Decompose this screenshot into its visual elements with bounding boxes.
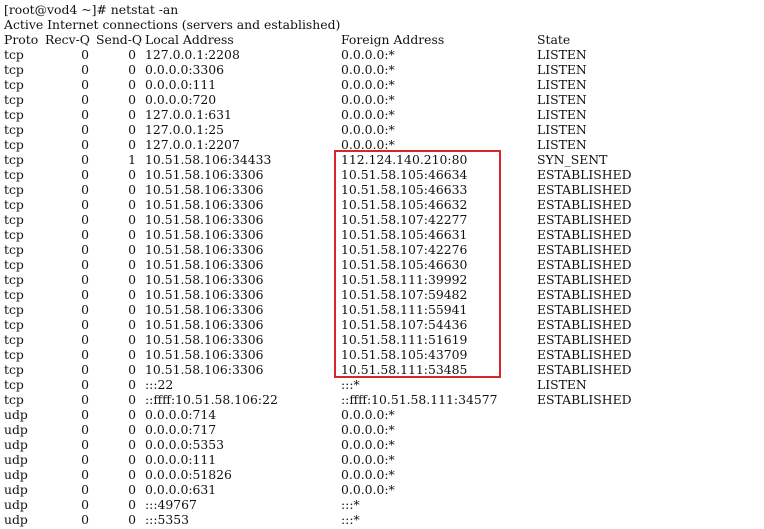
connection-row xyxy=(0,137,764,152)
header-state: State xyxy=(537,32,571,47)
cell-state: LISTEN xyxy=(537,137,587,152)
cell-proto: tcp xyxy=(4,377,24,392)
cell-proto: tcp xyxy=(4,332,24,347)
cell-local-address: :::49767 xyxy=(145,497,197,512)
cell-local-address: 0.0.0.0:3306 xyxy=(145,62,225,77)
connection-row xyxy=(0,332,764,347)
cell-state: ESTABLISHED xyxy=(537,167,632,182)
cell-state: ESTABLISHED xyxy=(537,272,632,287)
cell-foreign-address: 10.51.58.107:42277 xyxy=(341,212,468,227)
cell-recvq: 0 xyxy=(81,47,89,62)
connection-row xyxy=(0,482,764,497)
cell-foreign-address: 10.51.58.105:46630 xyxy=(341,257,468,272)
cell-foreign-address: 0.0.0.0:* xyxy=(341,62,395,77)
cell-sendq: 0 xyxy=(128,452,136,467)
connection-row xyxy=(0,272,764,287)
cell-proto: tcp xyxy=(4,107,24,122)
cell-local-address: 10.51.58.106:3306 xyxy=(145,272,264,287)
cell-proto: tcp xyxy=(4,47,24,62)
cell-local-address: 10.51.58.106:3306 xyxy=(145,182,264,197)
connection-row xyxy=(0,167,764,182)
cell-state: LISTEN xyxy=(537,107,587,122)
cell-proto: tcp xyxy=(4,287,24,302)
cell-recvq: 0 xyxy=(81,407,89,422)
connection-row xyxy=(0,317,764,332)
cell-recvq: 0 xyxy=(81,122,89,137)
connection-row xyxy=(0,467,764,482)
cell-recvq: 0 xyxy=(81,107,89,122)
connection-row xyxy=(0,497,764,512)
connection-row xyxy=(0,287,764,302)
cell-recvq: 0 xyxy=(81,287,89,302)
cell-local-address: 10.51.58.106:3306 xyxy=(145,362,264,377)
cell-recvq: 0 xyxy=(81,437,89,452)
cell-sendq: 0 xyxy=(128,77,136,92)
connection-row xyxy=(0,347,764,362)
connection-row xyxy=(0,257,764,272)
header-sendq: Send-Q xyxy=(96,32,143,47)
cell-foreign-address: 0.0.0.0:* xyxy=(341,452,395,467)
cell-recvq: 0 xyxy=(81,272,89,287)
cell-foreign-address: 112.124.140.210:80 xyxy=(341,152,468,167)
cell-local-address: 10.51.58.106:3306 xyxy=(145,287,264,302)
cell-foreign-address: :::* xyxy=(341,377,360,392)
cell-foreign-address: :::* xyxy=(341,512,360,527)
connection-row xyxy=(0,107,764,122)
connection-row xyxy=(0,452,764,467)
cell-state: ESTABLISHED xyxy=(537,362,632,377)
connection-row xyxy=(0,227,764,242)
cell-foreign-address: 10.51.58.105:46632 xyxy=(341,197,468,212)
cell-local-address: 10.51.58.106:3306 xyxy=(145,197,264,212)
cell-proto: tcp xyxy=(4,77,24,92)
cell-state: LISTEN xyxy=(537,62,587,77)
cell-sendq: 0 xyxy=(128,407,136,422)
cell-proto: udp xyxy=(4,497,28,512)
header-recvq: Recv-Q xyxy=(45,32,90,47)
cell-local-address: 127.0.0.1:2208 xyxy=(145,47,240,62)
cell-sendq: 0 xyxy=(128,182,136,197)
cell-foreign-address: 0.0.0.0:* xyxy=(341,137,395,152)
cell-state: LISTEN xyxy=(537,377,587,392)
cell-sendq: 0 xyxy=(128,362,136,377)
cell-proto: tcp xyxy=(4,212,24,227)
cell-state: LISTEN xyxy=(537,92,587,107)
cell-local-address: :::5353 xyxy=(145,512,190,527)
connection-row xyxy=(0,182,764,197)
cell-sendq: 0 xyxy=(128,392,136,407)
cell-proto: tcp xyxy=(4,122,24,137)
cell-sendq: 0 xyxy=(128,377,136,392)
cell-sendq: 0 xyxy=(128,317,136,332)
cell-local-address: 127.0.0.1:631 xyxy=(145,107,232,122)
connection-row xyxy=(0,407,764,422)
cell-sendq: 0 xyxy=(128,482,136,497)
cell-proto: tcp xyxy=(4,302,24,317)
cell-foreign-address: 10.51.58.105:46633 xyxy=(341,182,468,197)
cell-sendq: 0 xyxy=(128,47,136,62)
connection-row xyxy=(0,422,764,437)
connection-row xyxy=(0,302,764,317)
cell-recvq: 0 xyxy=(81,512,89,527)
cell-local-address: 10.51.58.106:3306 xyxy=(145,167,264,182)
cell-proto: tcp xyxy=(4,167,24,182)
cell-local-address: ::ffff:10.51.58.106:22 xyxy=(145,392,278,407)
connection-row xyxy=(0,152,764,167)
cell-sendq: 0 xyxy=(128,287,136,302)
output-title-text: Active Internet connections (servers and established) xyxy=(4,17,341,32)
cell-proto: tcp xyxy=(4,272,24,287)
cell-recvq: 0 xyxy=(81,452,89,467)
cell-local-address: 10.51.58.106:3306 xyxy=(145,302,264,317)
cell-local-address: 10.51.58.106:3306 xyxy=(145,347,264,362)
connection-row xyxy=(0,392,764,407)
cell-foreign-address: 10.51.58.111:55941 xyxy=(341,302,468,317)
cell-state: ESTABLISHED xyxy=(537,302,632,317)
output-title-line xyxy=(0,17,764,32)
cell-state: ESTABLISHED xyxy=(537,347,632,362)
cell-state: SYN_SENT xyxy=(537,152,608,167)
connection-row xyxy=(0,242,764,257)
cell-recvq: 0 xyxy=(81,302,89,317)
connection-row xyxy=(0,437,764,452)
connection-row xyxy=(0,197,764,212)
cell-sendq: 0 xyxy=(128,212,136,227)
cell-local-address: 0.0.0.0:714 xyxy=(145,407,217,422)
cell-foreign-address: ::ffff:10.51.58.111:34577 xyxy=(341,392,498,407)
connection-row xyxy=(0,212,764,227)
cell-state: ESTABLISHED xyxy=(537,332,632,347)
cell-proto: tcp xyxy=(4,137,24,152)
cell-foreign-address: 0.0.0.0:* xyxy=(341,467,395,482)
column-header-row xyxy=(0,32,764,47)
header-foreign-address: Foreign Address xyxy=(341,32,445,47)
cell-proto: tcp xyxy=(4,392,24,407)
cell-local-address: 0.0.0.0:717 xyxy=(145,422,217,437)
cell-sendq: 0 xyxy=(128,302,136,317)
cell-sendq: 0 xyxy=(128,332,136,347)
header-local-address: Local Address xyxy=(145,32,234,47)
connection-row xyxy=(0,377,764,392)
connection-row xyxy=(0,362,764,377)
cell-proto: tcp xyxy=(4,92,24,107)
cell-recvq: 0 xyxy=(81,92,89,107)
cell-sendq: 0 xyxy=(128,257,136,272)
cell-sendq: 0 xyxy=(128,92,136,107)
cell-local-address: :::22 xyxy=(145,377,174,392)
cell-recvq: 0 xyxy=(81,197,89,212)
cell-sendq: 0 xyxy=(128,197,136,212)
cell-state: ESTABLISHED xyxy=(537,287,632,302)
cell-foreign-address: 10.51.58.111:53485 xyxy=(341,362,468,377)
cell-local-address: 10.51.58.106:3306 xyxy=(145,227,264,242)
cell-state: LISTEN xyxy=(537,122,587,137)
cell-proto: tcp xyxy=(4,152,24,167)
cell-proto: udp xyxy=(4,422,28,437)
cell-foreign-address: 10.51.58.107:59482 xyxy=(341,287,468,302)
cell-proto: tcp xyxy=(4,347,24,362)
cell-sendq: 0 xyxy=(128,242,136,257)
cell-foreign-address: 10.51.58.105:46631 xyxy=(341,227,468,242)
cell-foreign-address: :::* xyxy=(341,497,360,512)
cell-foreign-address: 0.0.0.0:* xyxy=(341,107,395,122)
cell-proto: tcp xyxy=(4,197,24,212)
connection-row xyxy=(0,122,764,137)
cell-foreign-address: 0.0.0.0:* xyxy=(341,47,395,62)
cell-recvq: 0 xyxy=(81,212,89,227)
cell-recvq: 0 xyxy=(81,347,89,362)
cell-local-address: 0.0.0.0:631 xyxy=(145,482,217,497)
cell-recvq: 0 xyxy=(81,362,89,377)
connection-row xyxy=(0,77,764,92)
cell-recvq: 0 xyxy=(81,257,89,272)
cell-proto: udp xyxy=(4,512,28,527)
cell-recvq: 0 xyxy=(81,422,89,437)
connection-row xyxy=(0,512,764,527)
command-prompt-text: [root@vod4 ~]# netstat -an xyxy=(4,2,179,17)
cell-sendq: 0 xyxy=(128,437,136,452)
cell-proto: udp xyxy=(4,482,28,497)
cell-recvq: 0 xyxy=(81,377,89,392)
cell-sendq: 1 xyxy=(128,152,136,167)
cell-recvq: 0 xyxy=(81,167,89,182)
connection-row xyxy=(0,62,764,77)
cell-sendq: 0 xyxy=(128,272,136,287)
cell-proto: tcp xyxy=(4,62,24,77)
connection-row xyxy=(0,92,764,107)
cell-foreign-address: 0.0.0.0:* xyxy=(341,437,395,452)
cell-recvq: 0 xyxy=(81,497,89,512)
cell-foreign-address: 10.51.58.105:46634 xyxy=(341,167,468,182)
cell-local-address: 0.0.0.0:5353 xyxy=(145,437,225,452)
cell-sendq: 0 xyxy=(128,227,136,242)
cell-state: LISTEN xyxy=(537,47,587,62)
header-proto: Proto xyxy=(4,32,39,47)
cell-sendq: 0 xyxy=(128,122,136,137)
cell-proto: udp xyxy=(4,467,28,482)
cell-state: ESTABLISHED xyxy=(537,392,632,407)
cell-local-address: 10.51.58.106:3306 xyxy=(145,242,264,257)
cell-local-address: 0.0.0.0:111 xyxy=(145,452,217,467)
cell-proto: tcp xyxy=(4,182,24,197)
cell-recvq: 0 xyxy=(81,182,89,197)
cell-state: ESTABLISHED xyxy=(537,227,632,242)
cell-recvq: 0 xyxy=(81,227,89,242)
cell-local-address: 0.0.0.0:720 xyxy=(145,92,217,107)
cell-recvq: 0 xyxy=(81,77,89,92)
cell-proto: udp xyxy=(4,452,28,467)
cell-local-address: 10.51.58.106:3306 xyxy=(145,317,264,332)
cell-foreign-address: 10.51.58.107:42276 xyxy=(341,242,468,257)
cell-recvq: 0 xyxy=(81,137,89,152)
cell-local-address: 0.0.0.0:51826 xyxy=(145,467,232,482)
cell-proto: udp xyxy=(4,437,28,452)
cell-local-address: 127.0.0.1:2207 xyxy=(145,137,240,152)
cell-proto: udp xyxy=(4,407,28,422)
cell-foreign-address: 10.51.58.111:51619 xyxy=(341,332,468,347)
cell-proto: tcp xyxy=(4,257,24,272)
cell-sendq: 0 xyxy=(128,62,136,77)
cell-foreign-address: 0.0.0.0:* xyxy=(341,77,395,92)
cell-local-address: 10.51.58.106:34433 xyxy=(145,152,272,167)
cell-recvq: 0 xyxy=(81,332,89,347)
cell-state: ESTABLISHED xyxy=(537,182,632,197)
cell-sendq: 0 xyxy=(128,107,136,122)
cell-sendq: 0 xyxy=(128,422,136,437)
cell-sendq: 0 xyxy=(128,167,136,182)
cell-foreign-address: 0.0.0.0:* xyxy=(341,482,395,497)
cell-recvq: 0 xyxy=(81,62,89,77)
cell-state: LISTEN xyxy=(537,77,587,92)
cell-recvq: 0 xyxy=(81,467,89,482)
cell-state: ESTABLISHED xyxy=(537,197,632,212)
cell-foreign-address: 10.51.58.105:43709 xyxy=(341,347,468,362)
cell-state: ESTABLISHED xyxy=(537,242,632,257)
cell-sendq: 0 xyxy=(128,512,136,527)
cell-sendq: 0 xyxy=(128,467,136,482)
cell-foreign-address: 0.0.0.0:* xyxy=(341,422,395,437)
cell-local-address: 0.0.0.0:111 xyxy=(145,77,217,92)
cell-sendq: 0 xyxy=(128,137,136,152)
cell-proto: tcp xyxy=(4,242,24,257)
cell-recvq: 0 xyxy=(81,317,89,332)
cell-proto: tcp xyxy=(4,227,24,242)
cell-foreign-address: 0.0.0.0:* xyxy=(341,407,395,422)
cell-foreign-address: 0.0.0.0:* xyxy=(341,92,395,107)
command-prompt-line xyxy=(0,2,764,17)
cell-local-address: 127.0.0.1:25 xyxy=(145,122,225,137)
cell-foreign-address: 0.0.0.0:* xyxy=(341,122,395,137)
cell-local-address: 10.51.58.106:3306 xyxy=(145,212,264,227)
cell-foreign-address: 10.51.58.107:54436 xyxy=(341,317,468,332)
connection-row xyxy=(0,47,764,62)
cell-proto: tcp xyxy=(4,317,24,332)
cell-recvq: 0 xyxy=(81,152,89,167)
cell-foreign-address: 10.51.58.111:39992 xyxy=(341,272,468,287)
cell-recvq: 0 xyxy=(81,242,89,257)
cell-state: ESTABLISHED xyxy=(537,212,632,227)
cell-recvq: 0 xyxy=(81,392,89,407)
cell-state: ESTABLISHED xyxy=(537,257,632,272)
cell-recvq: 0 xyxy=(81,482,89,497)
cell-state: ESTABLISHED xyxy=(537,317,632,332)
cell-sendq: 0 xyxy=(128,497,136,512)
cell-proto: tcp xyxy=(4,362,24,377)
cell-sendq: 0 xyxy=(128,347,136,362)
cell-local-address: 10.51.58.106:3306 xyxy=(145,257,264,272)
cell-local-address: 10.51.58.106:3306 xyxy=(145,332,264,347)
